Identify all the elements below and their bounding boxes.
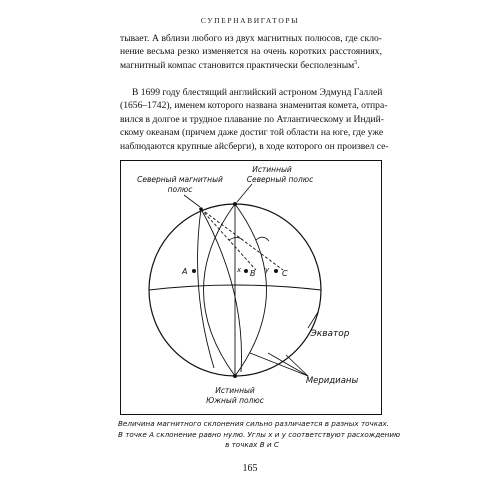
- text-line: В 1699 году блестящий английский астроном Эдмунд Галлей: [132, 87, 383, 98]
- text-line: скому океанам (причем даже достиг той области на юге, где уже: [120, 127, 384, 139]
- true-north-label-line2: Северный полюс: [246, 175, 314, 184]
- point-a-dot: [192, 269, 196, 273]
- text-line-content: магнитный компас становится практически бесполезным: [120, 59, 355, 71]
- paragraph-2: [120, 86, 389, 153]
- equator-label: Экватор: [310, 329, 350, 339]
- caption-line: в точках B и C: [225, 440, 279, 450]
- declination-line: [201, 209, 256, 270]
- point-c-dot: [274, 269, 278, 273]
- figure-caption: [118, 419, 401, 451]
- meridian-line: [235, 204, 267, 376]
- text-line: магнитный компас становится практически бесполезным$^5$.: [120, 59, 360, 71]
- magnetic-meridian-line: [198, 209, 214, 368]
- footnote-ref: 5: [354, 59, 358, 66]
- caption-line: В точке A склонение равно нулю. Углы x и y соответствуют расхождению: [118, 429, 401, 439]
- true-south-label-line1: Истинный: [215, 386, 255, 395]
- page-number: 165: [242, 463, 258, 474]
- true-north-pointer: [237, 184, 252, 202]
- point-b-dot: [244, 269, 248, 273]
- text-line: (1656–1742), именем которого названа знаменитая комета, отпра-: [120, 100, 388, 112]
- true-north-label-line1: Истинный: [252, 165, 292, 174]
- angle-x-label: x: [237, 266, 242, 274]
- angle-y-label: y: [265, 266, 270, 274]
- magnetic-north-pointer: [184, 195, 200, 207]
- angle-y-arc: [256, 237, 269, 241]
- angle-x-arc: [229, 238, 243, 241]
- text-line: вился в долгое и трудное плавание по Атлантическому и Индий-: [120, 113, 384, 125]
- text-line: наблюдаются крупные айсберги), в ходе которого он произвел се-: [120, 140, 389, 152]
- point-c-label: C: [282, 269, 288, 278]
- magnetic-north-label-line1: Северный магнитный: [137, 175, 223, 184]
- figure-globe-diagram: [120, 160, 382, 415]
- text-line: нение весьма резко изменяется на очень коротких расстояниях,: [120, 46, 382, 58]
- caption-line: Величина магнитного склонения сильно различается в разных точках.: [118, 419, 390, 428]
- running-head: СУПЕРНАВИГАТОРЫ: [200, 16, 300, 25]
- paragraph-1: [120, 32, 382, 72]
- true-south-pole-point: [233, 374, 237, 378]
- magnetic-north-label-line2: полюс: [167, 185, 193, 194]
- true-north-pole-point: [233, 202, 237, 206]
- point-a-label: A: [182, 267, 188, 276]
- true-south-label-line2: Южный полюс: [206, 396, 264, 405]
- globe-diagram: [120, 160, 382, 415]
- text-line: тывает. А вблизи любого из двух магнитных полюсов, где скло-: [120, 33, 382, 44]
- point-b-label: B: [250, 269, 256, 278]
- magnetic-pole-point: [199, 207, 203, 211]
- meridians-label: Меридианы: [305, 376, 359, 386]
